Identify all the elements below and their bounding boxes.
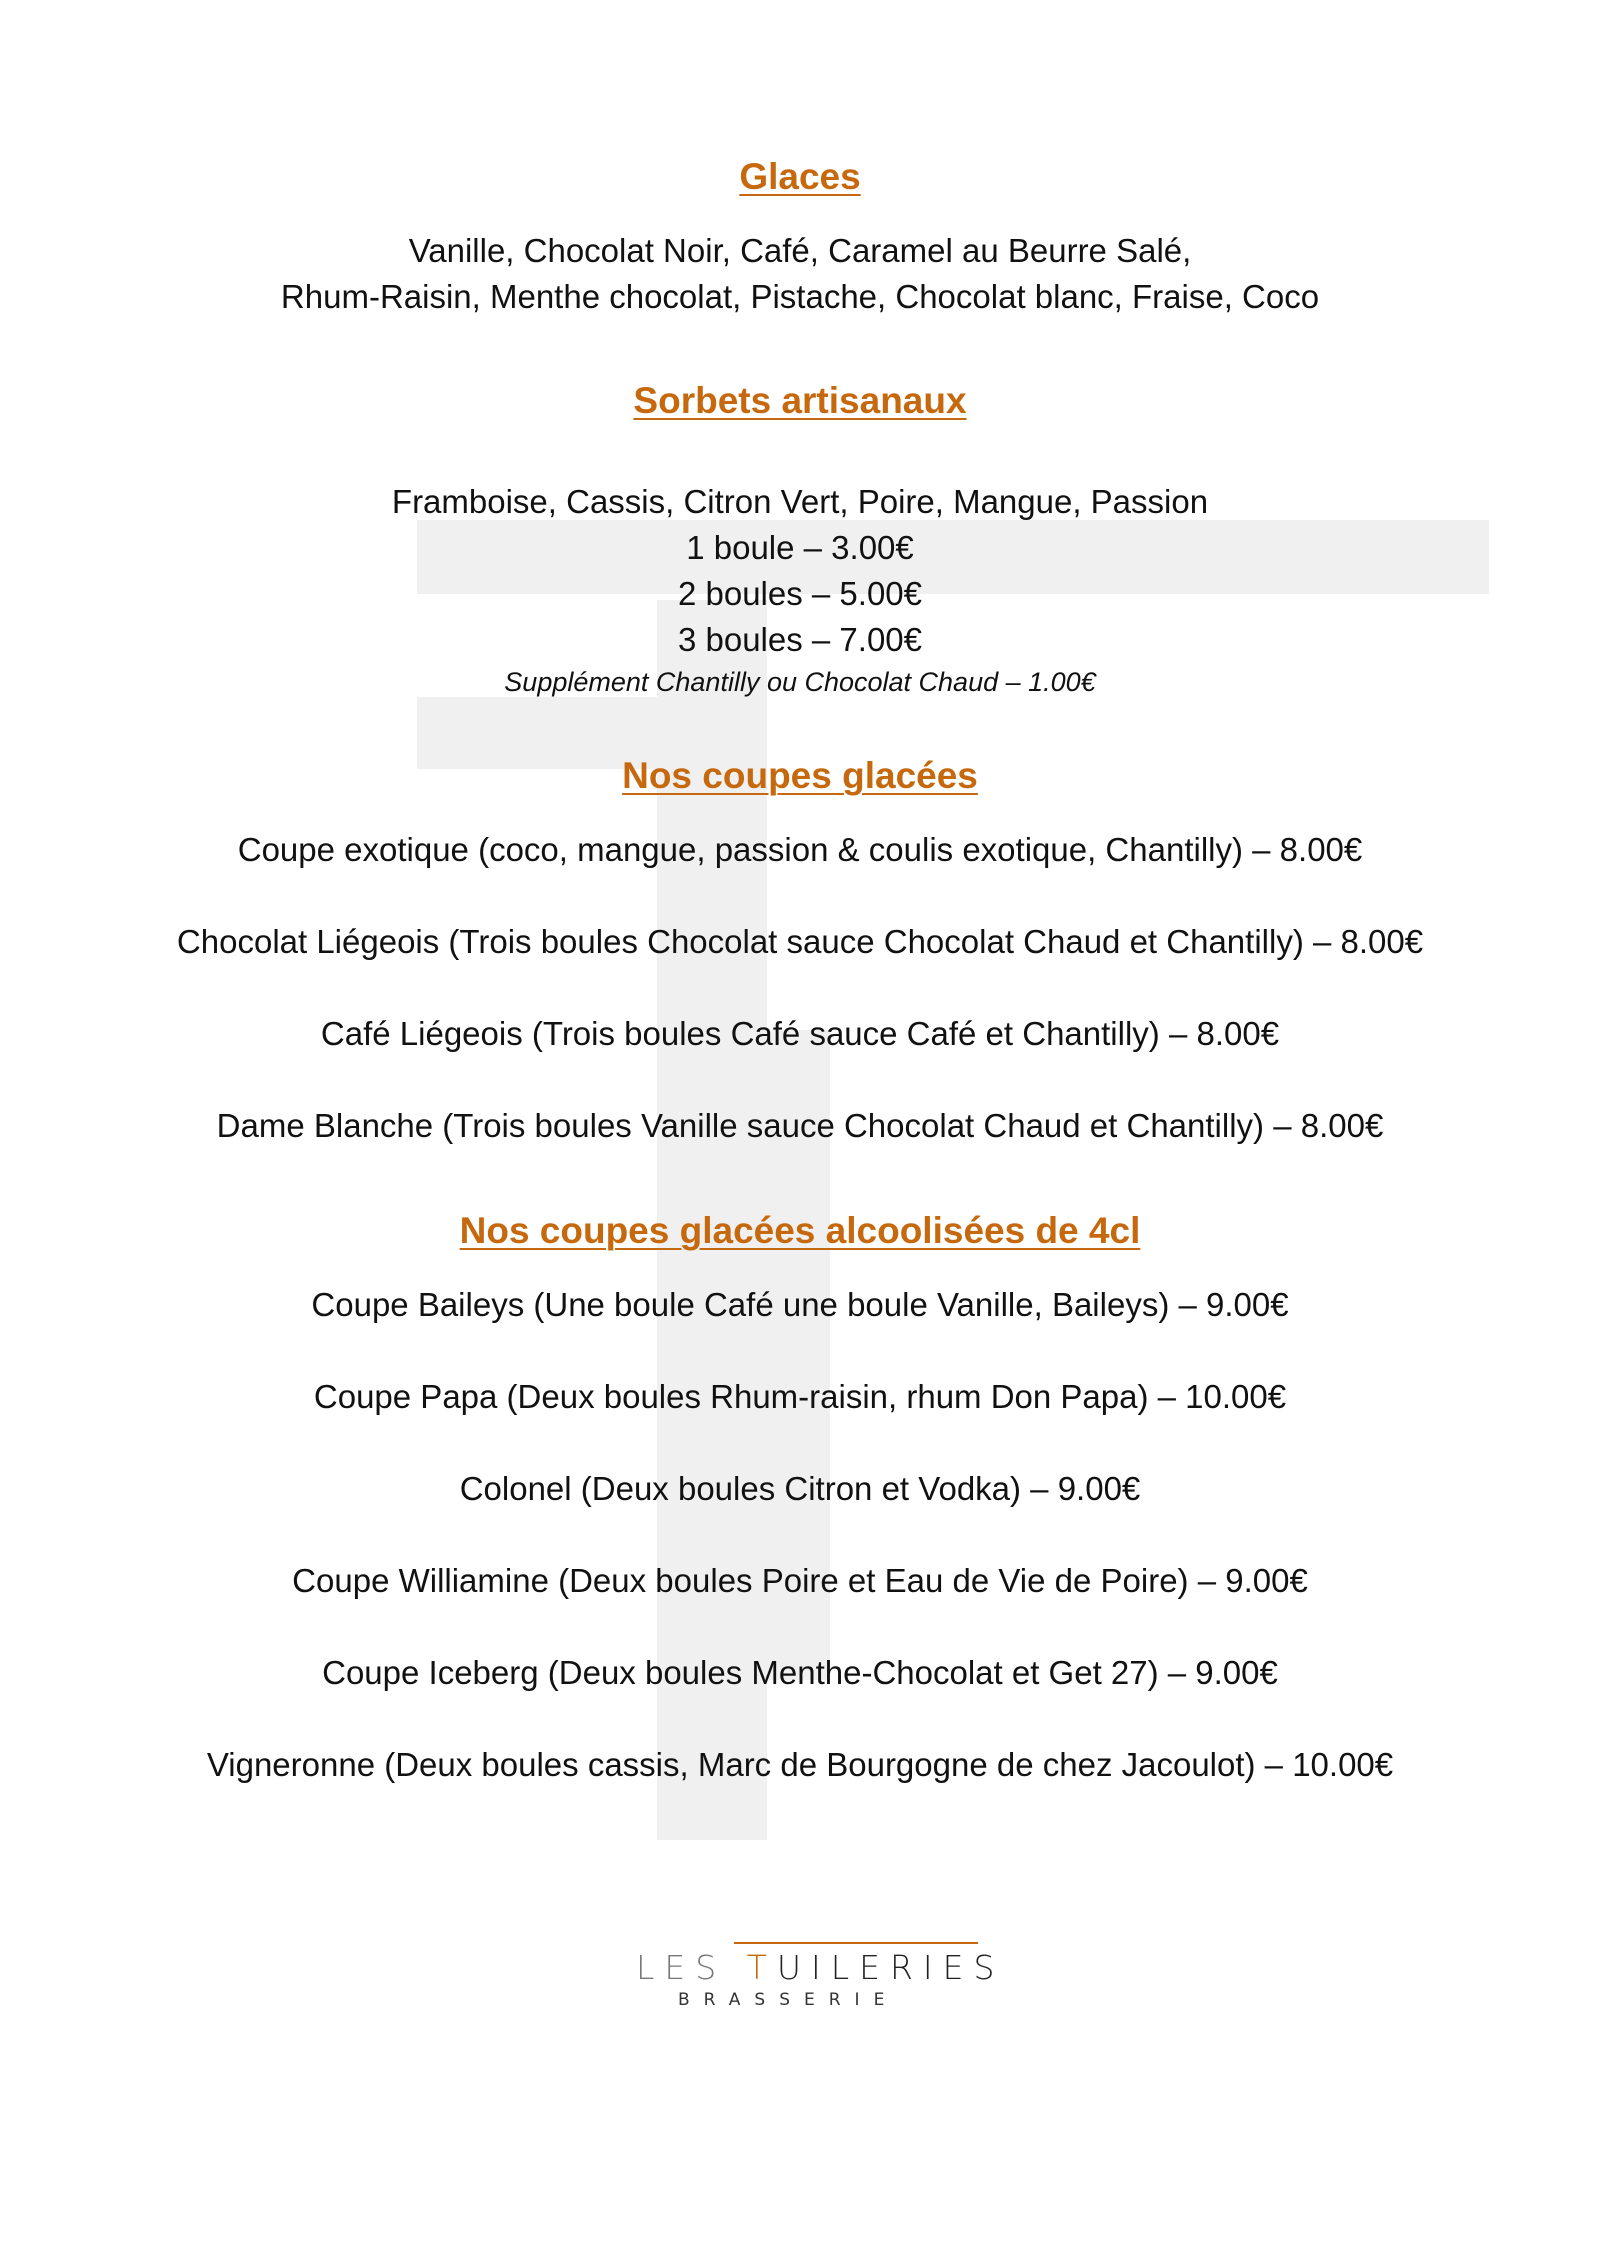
glaces-flavors-line-1: Vanille, Chocolat Noir, Café, Caramel au Beurre Salé, bbox=[408, 232, 1192, 269]
sorbets-price-2: 2 boules – 5.00€ bbox=[677, 575, 923, 612]
glaces-title: Glaces bbox=[739, 156, 861, 197]
logo-subtitle: BRASSERIE bbox=[678, 1990, 899, 2010]
logo-wordmark bbox=[636, 1948, 1005, 1987]
coupe-alcool-item: Coupe Papa (Deux boules Rhum-raisin, rhum Don Papa) – 10.00€ bbox=[313, 1378, 1287, 1415]
sorbets-price-3: 3 boules – 7.00€ bbox=[677, 621, 923, 658]
logo-rest: UILERIES bbox=[776, 1948, 1005, 1987]
sorbets-price-1: 1 boule – 3.00€ bbox=[686, 529, 914, 566]
logo-accent-rule bbox=[734, 1942, 978, 1944]
coupe-item: Chocolat Liégeois (Trois boules Chocolat sauce Chocolat Chaud et Chantilly) – 8.00€ bbox=[176, 923, 1424, 960]
coupe-alcool-item: Coupe Baileys (Une boule Café une boule Vanille, Baileys) – 9.00€ bbox=[311, 1286, 1289, 1323]
coupe-alcool-item: Coupe Iceberg (Deux boules Menthe-Chocolat et Get 27) – 9.00€ bbox=[322, 1654, 1278, 1691]
coupes-title: Nos coupes glacées bbox=[622, 755, 978, 796]
coupe-alcool-item: Colonel (Deux boules Citron et Vodka) – 9.00€ bbox=[459, 1470, 1141, 1507]
logo-t-mark: T bbox=[746, 1948, 777, 1987]
sorbets-supplement: Supplément Chantilly ou Chocolat Chaud – 1.00€ bbox=[504, 667, 1096, 697]
sorbets-flavors: Framboise, Cassis, Citron Vert, Poire, Mangue, Passion bbox=[391, 483, 1209, 520]
coupe-alcool-item: Vigneronne (Deux boules cassis, Marc de Bourgogne de chez Jacoulot) – 10.00€ bbox=[206, 1746, 1394, 1783]
coupe-item: Café Liégeois (Trois boules Café sauce Café et Chantilly) – 8.00€ bbox=[320, 1015, 1280, 1052]
logo-les: LES bbox=[636, 1948, 727, 1987]
glaces-flavors-line-2: Rhum-Raisin, Menthe chocolat, Pistache, Chocolat blanc, Fraise, Coco bbox=[280, 278, 1320, 315]
sorbets-title: Sorbets artisanaux bbox=[633, 380, 967, 421]
coupe-item: Dame Blanche (Trois boules Vanille sauce Chocolat Chaud et Chantilly) – 8.00€ bbox=[216, 1107, 1384, 1144]
coupe-alcool-item: Coupe Williamine (Deux boules Poire et Eau de Vie de Poire) – 9.00€ bbox=[292, 1562, 1308, 1599]
coupe-item: Coupe exotique (coco, mangue, passion & coulis exotique, Chantilly) – 8.00€ bbox=[237, 831, 1363, 868]
brand-logo bbox=[636, 1942, 1005, 2012]
coupes-alcool-title: Nos coupes glacées alcoolisées de 4cl bbox=[459, 1210, 1141, 1251]
